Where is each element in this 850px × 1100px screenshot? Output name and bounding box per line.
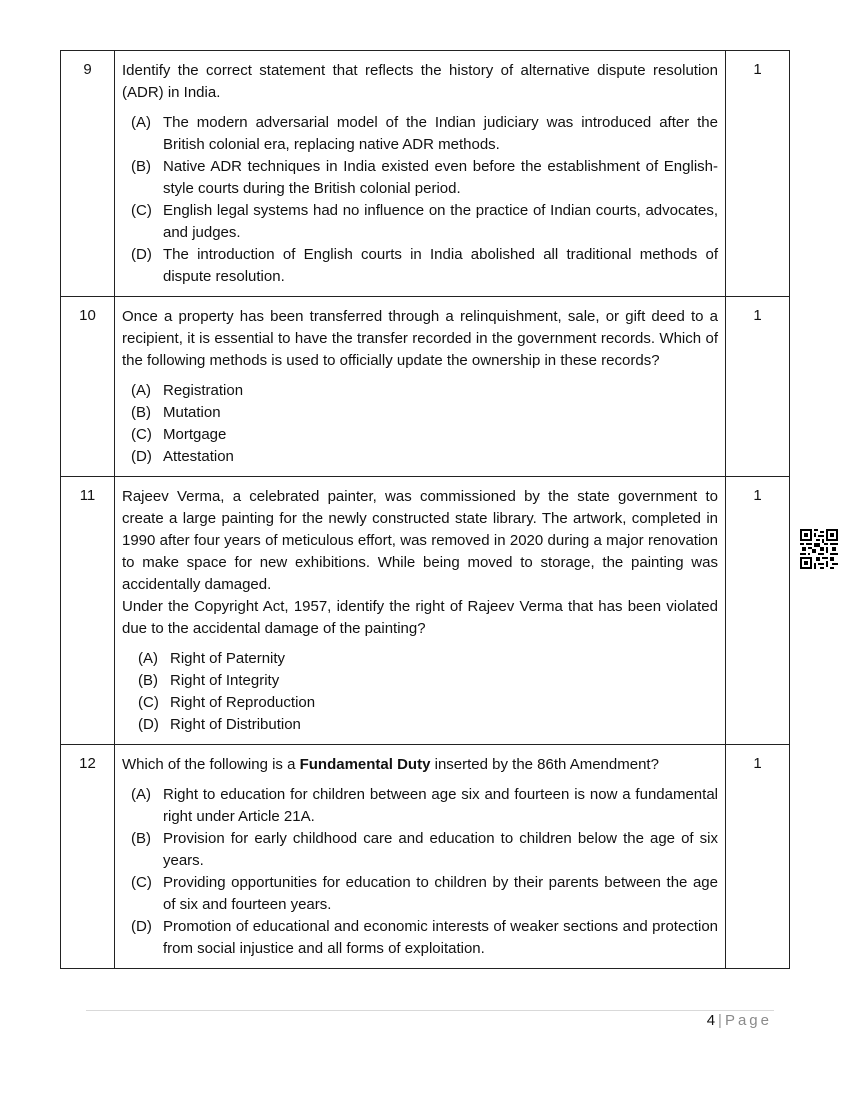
option-list (122, 112, 718, 288)
page-label: Page (724, 1012, 772, 1029)
option-item (122, 112, 718, 156)
question-stem: Once a property has been transferred through a relinquishment, sale, or gift deed to a recipient, it is essential to have the transfer recorded in the government records. Which of the following methods is used to officially update the ownership in these records? (122, 308, 718, 369)
option-item (122, 872, 718, 916)
question-row (61, 477, 790, 745)
question-marks: 1 (726, 51, 790, 297)
question-marks: 1 (726, 745, 790, 969)
option-text: Right of Reproduction (170, 694, 316, 711)
option-label: (B) (131, 830, 151, 847)
question-number: 9 (61, 51, 115, 297)
option-text: Registration (163, 382, 244, 399)
option-item (122, 714, 718, 736)
question-body (115, 297, 726, 477)
option-label: (C) (131, 426, 152, 443)
footer-divider (86, 1010, 774, 1011)
option-text: Right of Distribution (170, 716, 301, 733)
option-list (122, 784, 718, 960)
question-stem: Identify the correct statement that reflects the history of alternative dispute resolution (ADR) in India. (122, 62, 718, 101)
question-body (115, 477, 726, 745)
option-text: The introduction of English courts in India abolished all traditional methods of dispute resolution. (163, 246, 718, 285)
option-text: The modern adversarial model of the Indian judiciary was introduced after the British colonial era, replacing native ADR methods. (163, 114, 718, 153)
option-label: (D) (131, 918, 152, 935)
option-item (122, 692, 718, 714)
option-text: Attestation (163, 448, 234, 465)
question-row (61, 745, 790, 969)
option-list (122, 648, 718, 736)
question-number: 12 (61, 745, 115, 969)
option-text: Mortgage (163, 426, 227, 443)
option-text: Right to education for children between age six and fourteen is now a fundamental right under Article 21A. (163, 786, 718, 825)
option-label: (A) (131, 114, 151, 131)
option-label: (A) (131, 382, 151, 399)
option-label: (C) (131, 202, 152, 219)
option-item (122, 670, 718, 692)
question-number: 11 (61, 477, 115, 745)
question-row (61, 51, 790, 297)
option-item (122, 828, 718, 872)
question-marks: 1 (726, 477, 790, 745)
question-number: 10 (61, 297, 115, 477)
option-item (122, 200, 718, 244)
question-body (115, 51, 726, 297)
option-item (122, 916, 718, 960)
question-stem-continued: Under the Copyright Act, 1957, identify the right of Rajeev Verma that has been violated due to the accidental damage of the painting? (122, 598, 718, 637)
option-item (122, 380, 718, 402)
option-label: (A) (138, 650, 158, 667)
qr-code-icon (800, 529, 838, 569)
option-text: Right of Integrity (170, 672, 280, 689)
stem-text: Which of the following is a (122, 756, 300, 773)
option-item (122, 156, 718, 200)
question-stem (122, 754, 718, 776)
footer-separator: | (718, 1012, 722, 1029)
option-label: (D) (131, 246, 152, 263)
option-list (122, 380, 718, 468)
option-text: English legal systems had no influence on the practice of Indian courts, advocates, and judges. (163, 202, 718, 241)
option-item (122, 424, 718, 446)
option-text: Mutation (163, 404, 221, 421)
option-label: (B) (131, 404, 151, 421)
option-item (122, 402, 718, 424)
question-stem: Rajeev Verma, a celebrated painter, was commissioned by the state government to create a large painting for the newly constructed state library. The artwork, completed in 1990 after four years of meticulous effort, was removed in 2020 during a major renovation to make space for new exhibitions. While being moved to storage, the painting was accidentally damaged. (122, 488, 718, 593)
stem-emphasis: Fundamental Duty (299, 756, 431, 773)
page-footer (707, 1012, 772, 1029)
option-item (122, 648, 718, 670)
option-text: Right of Paternity (170, 650, 286, 667)
option-label: (C) (138, 694, 159, 711)
stem-text: inserted by the 86th Amendment? (430, 756, 659, 773)
question-marks: 1 (726, 297, 790, 477)
option-label: (A) (131, 786, 151, 803)
question-body (115, 745, 726, 969)
option-label: (D) (131, 448, 152, 465)
option-label: (B) (138, 672, 158, 689)
option-item (122, 244, 718, 288)
option-text: Provision for early childhood care and education to children below the age of six years. (163, 830, 718, 869)
option-text: Providing opportunities for education to children by their parents between the age of six and fourteen years. (163, 874, 718, 913)
option-text: Native ADR techniques in India existed even before the establishment of English-style courts during the British colonial period. (163, 158, 718, 197)
page-number: 4 (706, 1012, 716, 1029)
option-item (122, 446, 718, 468)
question-row (61, 297, 790, 477)
option-label: (D) (138, 716, 159, 733)
option-item (122, 784, 718, 828)
option-label: (C) (131, 874, 152, 891)
option-label: (B) (131, 158, 151, 175)
question-table (60, 50, 790, 969)
option-text: Promotion of educational and economic interests of weaker sections and protection from social injustice and all forms of exploitation. (163, 918, 718, 957)
